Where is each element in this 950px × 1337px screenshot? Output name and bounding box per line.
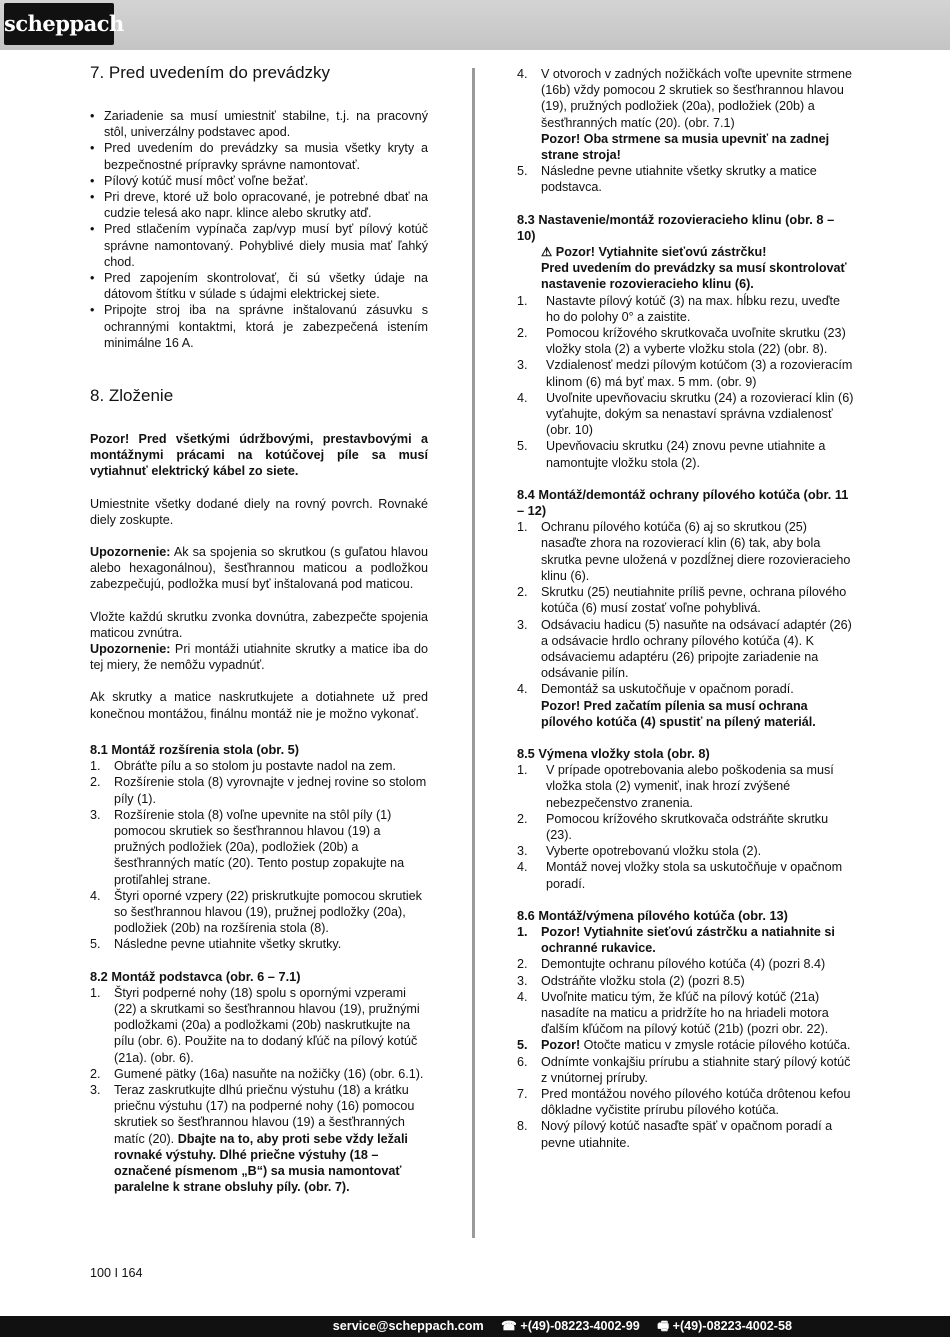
warning-text: Pred uvedením do prevádzky sa musí skontrolovať nastavenie rozovieracieho klinu (6). bbox=[541, 261, 847, 292]
list-item: 6. Odnímte vonkajšiu prírubu a stiahnite starý pílový kotúč z vnútornej príruby. bbox=[517, 1054, 851, 1085]
section-8-5-steps bbox=[517, 762, 855, 892]
list-item: 5. Následne pevne utiahnite všetky skrutky a matice podstavca. bbox=[517, 164, 817, 195]
column-divider bbox=[472, 68, 475, 1238]
list-item: 4. V otvoroch v zadných nožičkách voľte upevnite strmene (16b) vždy pomocou 2 skrutiek so šesťhrannou hlavou (19), pružných podložiek (20a), podložiek (20b) a šesťhranných matíc (20). (obr. 7.1) Pozor! Oba strmene sa musia upevniť na zadnej strane stroja! bbox=[517, 67, 852, 163]
list-item: 2. Skrutku (25) neutiahnite príliš pevne, ochrana pílového kotúča (6) musí zostať voľne pohyblivá. bbox=[517, 585, 847, 616]
section-8-2-steps bbox=[90, 985, 428, 1196]
list-item: 8. Nový pílový kotúč nasaďte späť v opačnom poradí a pevne utiahnite. bbox=[517, 1119, 833, 1150]
list-item: 3. Rozšírenie stola (8) voľne upevnite na stôl píly (1) pomocou skrutiek so šesťhrannou hlavou (19) a pružných podložiek (20a), podložiek (20b) a šesťhranných matíc (20). Tento postup zopakujte na protiľahlej strane. bbox=[90, 807, 405, 887]
section-8-4-title: 8.4 Montáž/demontáž ochrany pílového kotúča (obr. 11 – 12) bbox=[517, 486, 849, 519]
section-8-title: 8. Zloženie bbox=[90, 386, 174, 406]
list-item: 4. Uvoľnite maticu tým, že kľúč na pílový kotúč (21a) nasadíte na maticu a pridržíte ho na hriadeli motora ďalším kľúčom na pílový kotúč (21b) (pozri obr. 22). bbox=[517, 989, 829, 1037]
list-item: 5. Pozor! Otočte maticu v zmysle rotácie pílového kotúča. bbox=[517, 1038, 851, 1053]
right-column bbox=[517, 66, 855, 1151]
list-item: 3. Odstráňte vložku stola (2) (pozri 8.5) bbox=[517, 973, 745, 988]
note-paragraph bbox=[90, 544, 428, 593]
list-item: 2. Demontujte ochranu pílového kotúča (4) (pozri 8.4) bbox=[517, 957, 826, 972]
note-label: Upozornenie: bbox=[90, 642, 171, 657]
list-item: 1. V prípade opotrebovania alebo poškodenia sa musí vložka stola (2) vymeniť, inak hrozí zvýšené nebezpečenstvo zranenia. bbox=[517, 763, 834, 810]
list-item: • Zariadenie sa musí umiestniť stabilne, t.j. na pracovný stôl, univerzálny podstavec apod. bbox=[90, 108, 428, 140]
safety-warning: Pozor! Pred všetkými údržbovými, prestavbovými a montážnymi prácami na kotúčovej píle sa musí vytiahnuť elektrický kábel zo siete. bbox=[90, 432, 428, 479]
left-column bbox=[90, 62, 428, 1195]
section-8-5-title: 8.5 Výmena vložky stola (obr. 8) bbox=[517, 745, 710, 761]
page-header bbox=[0, 0, 950, 50]
list-item: 1. Nastavte pílový kotúč (3) na max. hĺbku rezu, uveďte ho do polohy 0° a zaistite. bbox=[517, 293, 841, 324]
list-item: 2. Pomocou krížového skrutkovača odstráňte skrutku (23). bbox=[517, 811, 829, 842]
section-8-1-steps bbox=[90, 758, 428, 952]
page-footer bbox=[0, 1316, 950, 1337]
note-text: Pri montáži utiahnite skrutky a matice iba do tej miery, že nemôžu vypadnúť. bbox=[90, 642, 428, 673]
list-item: 3. Vyberte opotrebovanú vložku stola (2). bbox=[517, 844, 762, 859]
section-8-2-steps-continued bbox=[517, 66, 855, 196]
list-item: • Pri dreve, ktoré už bolo opracované, je potrebné dbať na cudzie telesá ako napr. klince alebo skrutky atď. bbox=[90, 189, 428, 221]
list-item: 4. Štyri oporné vzpery (22) priskrutkujte pomocou skrutiek so šesťhrannou hlavou (19), pružnej podložky (20a), podložiek (20b) na rozšírenia stola (8). bbox=[90, 888, 422, 936]
section-8-4-steps bbox=[517, 519, 855, 730]
note-label: Upozornenie: bbox=[90, 545, 171, 560]
section-8-3-title: 8.3 Nastavenie/montáž rozovieracieho klinu (obr. 8 – 10) bbox=[517, 211, 835, 243]
list-item: 5. Upevňovaciu skrutku (24) znovu pevne utiahnite a namontujte vložku stola (2). bbox=[517, 439, 826, 470]
section-8-1-title: 8.1 Montáž rozšírenia stola (obr. 5) bbox=[90, 741, 300, 757]
page-number: 100 I 164 bbox=[90, 1266, 143, 1280]
list-item: • Pílový kotúč musí môcť voľne bežať. bbox=[90, 173, 428, 189]
service-email: service@scheppach.com bbox=[332, 1319, 484, 1333]
phone-number: ☎ +(49)-08223-4002-99 bbox=[501, 1319, 640, 1333]
list-item: 1. Pozor! Vytiahnite sieťovú zástrčku a natiahnite si ochranné rukavice. bbox=[517, 924, 835, 956]
section-7-bullets bbox=[90, 108, 428, 351]
list-item: 7. Pred montážou nového pílového kotúča drôtenou kefou dôkladne vyčistite prírubu pílového kotúča. bbox=[517, 1086, 851, 1118]
list-item: 1. Obráťte pílu a so stolom ju postavte nadol na zem. bbox=[90, 759, 396, 774]
list-item: 4. Montáž novej vložky stola sa uskutočňuje v opačnom poradí. bbox=[517, 860, 843, 891]
paragraph: Umiestnite všetky dodané diely na rovný povrch. Rovnaké diely zoskupte. bbox=[90, 496, 428, 527]
list-item: 4. Uvoľnite upevňovaciu skrutku (24) a rozovierací klin (6) vyťahujte, dokým sa nenastaví správna vzdialenosť (obr. 10) bbox=[517, 390, 854, 438]
note-text: Ak sa spojenia so skrutkou (s guľatou hlavou alebo hexagonálnou), šesťhrannou maticou a podložkou zabezpečujú, podložka musí byť inštalovaná pod maticou. bbox=[90, 545, 428, 592]
list-item: • Pred zapojením skontrolovať, či sú všetky údaje na dátovom štítku v súlade s údajmi elektrickej siete. bbox=[90, 270, 428, 302]
list-item: 3. Vzdialenosť medzi pílovým kotúčom (3) a rozovieracím klinom (6) má byť max. 5 mm. (obr. 9) bbox=[517, 358, 853, 389]
list-item: • Pripojte stroj iba na správne inštalovanú zásuvku s ochrannými kontaktmi, ktorá je zabezpečená istením minimálne 16 A. bbox=[90, 302, 428, 351]
list-item: • Pred stlačením vypínača zap/vyp musí byť pílový kotúč správne namontovaný. Pohyblivé diely musia mať ľahký chod. bbox=[90, 221, 428, 270]
list-item: 3. Teraz zaskrutkujte dlhú priečnu výstuhu (18) a krátku priečnu výstuhu (17) na podperné nohy (16) pomocou skrutiek so šesťhrannou hlavou (19) a šesťhranných matíc (20). Dbajte na to, aby proti sebe vždy ležali rovnaké výstuhy. Dlhé priečne výstuhy (18 – označené písmenom „B“) sa musia namontovať paralelne k strane obsluhy píly. (obr. 7). bbox=[90, 1082, 415, 1195]
fax-number: 🖷 +(49)-08223-4002-58 bbox=[657, 1319, 792, 1333]
section-8-3-steps bbox=[517, 293, 855, 471]
paragraph: Ak skrutky a matice naskrutkujete a dotiahnete už pred konečnou montážou, finálnu montáž nie je možno vykonať. bbox=[90, 690, 428, 721]
section-8-6-title: 8.6 Montáž/výmena pílového kotúča (obr. 13) bbox=[517, 907, 788, 923]
warning-text: ⚠ Pozor! Vytiahnite sieťovú zástrčku! bbox=[541, 245, 767, 260]
note-paragraph bbox=[90, 641, 428, 673]
paragraph: Vložte každú skrutku zvonka dovnútra, zabezpečte spojenia maticou zvnútra. bbox=[90, 609, 428, 640]
scheppach-logo: scheppach bbox=[4, 3, 114, 45]
list-item: 3. Odsávaciu hadicu (5) nasuňte na odsávací adaptér (26) a odsávacie hrdlo ochrany pílového kotúča (4). K odsávaciemu adaptéru (26) pripojte zariadenie na odsávanie pilín. bbox=[517, 617, 852, 681]
list-item: 1. Ochranu pílového kotúča (6) aj so skrutkou (25) nasaďte zhora na rozovierací klin (6) tak, aby bola skrutka pevne uložená v pozdĺžnej diere rozovieracieho klinu (6). bbox=[517, 520, 851, 583]
list-item: 4. Demontáž sa uskutočňuje v opačnom poradí. Pozor! Pred začatím pílenia sa musí ochrana pílového kotúča (4) spustiť na pílený materiál. bbox=[517, 682, 816, 729]
section-8-2-title: 8.2 Montáž podstavca (obr. 6 – 7.1) bbox=[90, 968, 301, 984]
list-item: 1. Štyri podperné nohy (18) spolu s opornými vzperami (22) a skrutkami so šesťhrannou hlavou (19), pružnými podložkami (20a) a podložkami (20b) naskrutkujte na pílu (obr. 6). Použite na to dodaný kľúč na pílový kotúč (21a). (obr. 6). bbox=[90, 985, 420, 1065]
list-item: 2. Gumené pätky (16a) nasuňte na nožičky (16) (obr. 6.1). bbox=[90, 1066, 424, 1081]
section-7-title: 7. Pred uvedením do prevádzky bbox=[90, 63, 331, 82]
list-item: • Pred uvedením do prevádzky sa musia všetky kryty a bezpečnostné prípravky správne namontovať. bbox=[90, 140, 428, 172]
section-8-6-steps bbox=[517, 924, 855, 1151]
list-item: 2. Rozšírenie stola (8) vyrovnajte v jednej rovine so stolom píly (1). bbox=[90, 775, 427, 806]
list-item: 5. Následne pevne utiahnite všetky skrutky. bbox=[90, 937, 342, 952]
list-item: 2. Pomocou krížového skrutkovača uvoľnite skrutku (23) vložky stola (2) a vyberte vložku stola (22) (obr. 8). bbox=[517, 326, 846, 357]
